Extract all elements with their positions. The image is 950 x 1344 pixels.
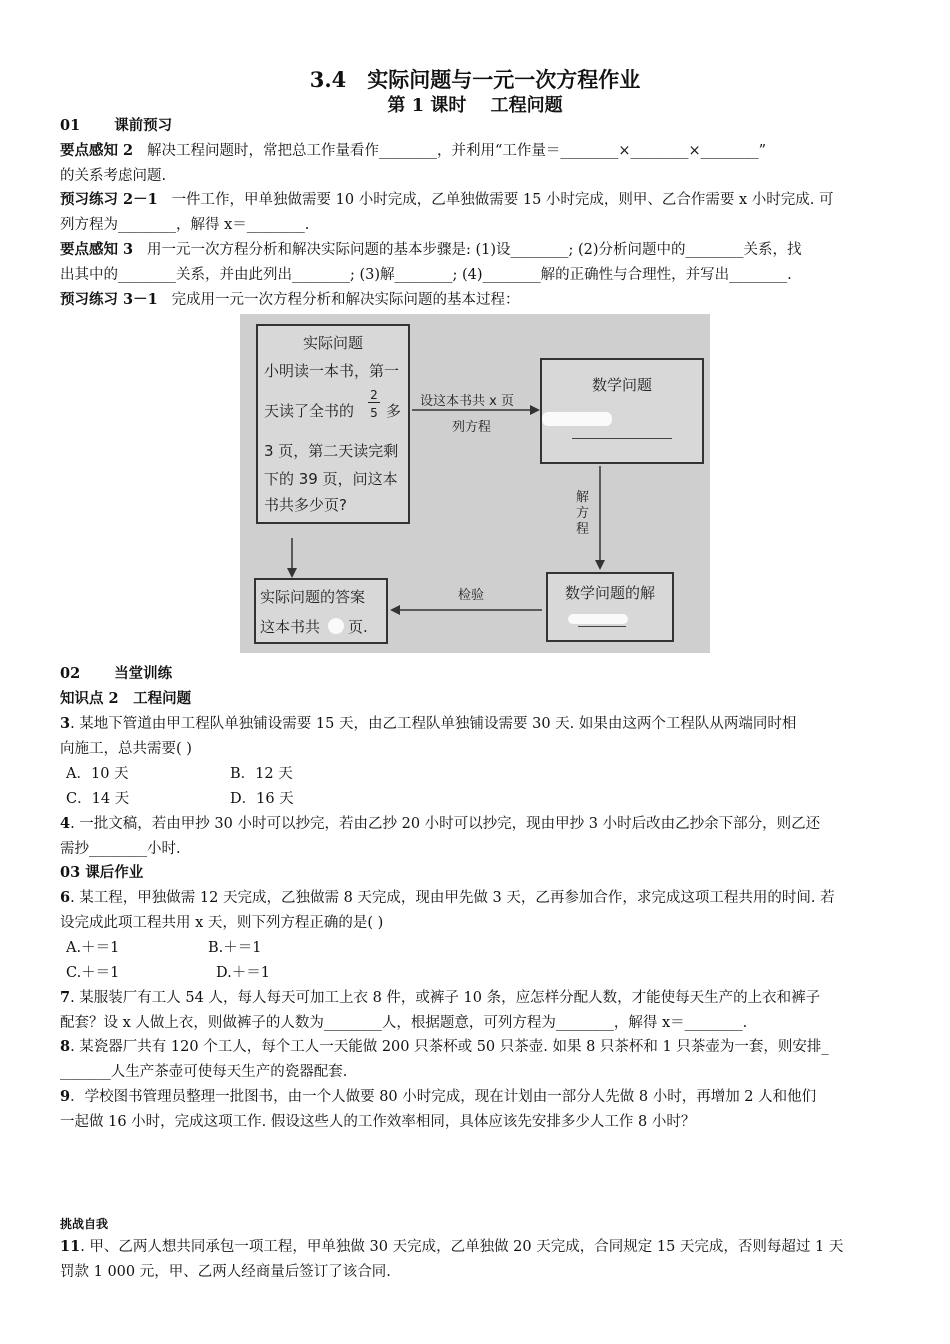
flowchart-figure [240, 314, 710, 653]
obscured-patch [568, 614, 628, 624]
q3-option-c: C．14 天 [66, 791, 130, 807]
fraction-denominator: 5 [370, 406, 378, 420]
question-4-line1: 4. 一批文稿，若由甲抄 30 小时可以抄完，若由乙抄 20 小时可以抄完，现由甲抄 3 小时后改由乙抄余下部分，则乙还 [60, 815, 821, 832]
section-02-heading: 02 当堂训练 [60, 665, 173, 682]
yaodian-2-line2: 的关系考虑问题. [60, 168, 167, 184]
question-11-line1: 11. 甲、乙两人想共同承包一项工程，甲单独做 30 天完成，乙单独做 20 天完成，合同规定 15 天完成，否则每超过 1 天 [60, 1238, 844, 1255]
question-11-line2: 罚款 1 000 元，甲、乙两人经商量后签订了该合同. [60, 1264, 391, 1280]
q3-option-b: B．12 天 [230, 766, 293, 782]
fraction-numerator: 2 [368, 388, 380, 403]
question-6-line1: 6. 某工程，甲独做需 12 天完成，乙独做需 8 天完成，现由甲先做 3 天，乙再参加合作，求完成这项工程共用的时间. 若 [60, 889, 835, 906]
question-7-line1: 7. 某服装厂有工人 54 人，每人每天可加工上衣 8 件，或裤子 10 条，应怎样分配人数，才能使每天生产的上衣和裤子 [60, 989, 821, 1006]
question-8-line1: 8. 某瓷器厂共有 120 个工人，每个工人一天能做 200 只茶杯或 50 只茶壶. 如果 8 只茶杯和 1 只茶壶为一套，则安排_ [60, 1038, 829, 1055]
problem-line: 书共多少页? [264, 496, 347, 514]
problem-line: 下的 39 页，问这本 [264, 470, 398, 488]
yuxi-3-1: 预习练习 3－1 完成用一元一次方程分析和解决实际问题的基本过程： [60, 291, 520, 308]
knowledge-point-2: 知识点 2 工程问题 [60, 690, 192, 707]
real-problem-box [256, 324, 410, 524]
question-9-line1: 9．学校图书管理员整理一批图书，由一个人做要 80 小时完成，现在计划由一部分人先做 8 小时，再增加 2 人和他们 [60, 1088, 817, 1105]
yuxi-2-1-line2: 列方程为________，解得 x＝________. [60, 217, 310, 233]
question-4-line2: 需抄________小时. [60, 841, 181, 857]
problem-line: 天读了全书的 [264, 402, 355, 420]
arrow2-label: 解方程 [576, 490, 590, 537]
real-answer-suffix: 页. [348, 618, 368, 636]
answer-line [572, 438, 672, 439]
real-answer-line: 这本书共 [260, 618, 321, 636]
question-7-line2: 配套？设 x 人做上衣，则做裤子的人数为________人，根据题意，可列方程为________，解得 x＝________. [60, 1015, 748, 1031]
challenge-heading: 挑战自我 [60, 1217, 109, 1231]
math-solution-title: 数学问题的解 [564, 584, 655, 602]
page-subtitle: 第 1 课时 工程问题 [387, 95, 563, 116]
real-answer-title: 实际问题的答案 [260, 588, 366, 606]
math-problem-title: 数学问题 [591, 376, 652, 394]
answer-line [578, 626, 626, 627]
yuxi-2-1-line1: 预习练习 2－1 一件工作，甲单独做需要 10 小时完成，乙单独做需要 15 小时完成，则甲、乙合作需要 x 小时完成. 可 [60, 191, 834, 208]
q6-option-d: D.＋＝1 [216, 965, 270, 981]
left-arrow-icon [388, 602, 544, 618]
question-8-line2: _______人生产茶壶可使每天生产的瓷器配套. [60, 1064, 348, 1080]
real-problem-title: 实际问题 [302, 334, 363, 352]
arrow3-label: 检验 [458, 588, 485, 603]
q3-option-a: A．10 天 [66, 766, 129, 782]
arrow1-label-top: 设这本书共 x 页 [420, 394, 514, 409]
obscured-patch [328, 618, 344, 634]
problem-line: 多 [386, 402, 402, 420]
question-9-line2: 一起做 16 小时，完成这项工作. 假设这些人的工作效率相同，具体应该先安排多少人工作 8 小时？ [60, 1114, 696, 1130]
q6-option-c: C.＋＝1 [66, 965, 120, 981]
yaodian-2-line1: 要点感知 2 解决工程问题时，常把总工作量看作________，并利用“工作量＝________×________×________” [60, 142, 767, 159]
q3-option-d: D．16 天 [230, 791, 294, 807]
question-3-line2: 向施工，总共需要( ) [60, 741, 192, 757]
question-3-line1: 3. 某地下管道由甲工程队单独铺设需要 15 天，由乙工程队单独铺设需要 30 天. 如果由这两个工程队从两端同时相 [60, 715, 797, 732]
obscured-patch [542, 412, 612, 426]
q6-option-a: A.＋＝1 [66, 940, 120, 956]
section-03-heading: 03 课后作业 [60, 864, 144, 881]
page-title: 3.4 实际问题与一元一次方程作业 [309, 67, 641, 92]
down-arrow-icon [592, 464, 608, 572]
yaodian-3-line2: 出其中的________关系，并由此列出________; (3)解________; (4)________解的正确性与合理性，并写出________. [60, 267, 792, 283]
math-problem-box [540, 358, 704, 464]
real-answer-box [254, 578, 388, 644]
down-arrow-icon [284, 536, 300, 580]
question-6-line2: 设完成此项工程共用 x 天，则下列方程正确的是( ) [60, 915, 384, 931]
math-solution-box [546, 572, 674, 642]
problem-line: 3 页，第二天读完剩 [264, 442, 399, 460]
q6-option-b: B.＋＝1 [208, 940, 262, 956]
yaodian-3-line1: 要点感知 3 用一元一次方程分析和解决实际问题的基本步骤是: (1)设________; (2)分析问题中的________关系，找 [60, 241, 802, 258]
problem-line: 小明读一本书，第一 [264, 362, 400, 380]
arrow1-label-bottom: 列方程 [452, 420, 492, 435]
section-01-heading: 01 课前预习 [60, 117, 173, 134]
